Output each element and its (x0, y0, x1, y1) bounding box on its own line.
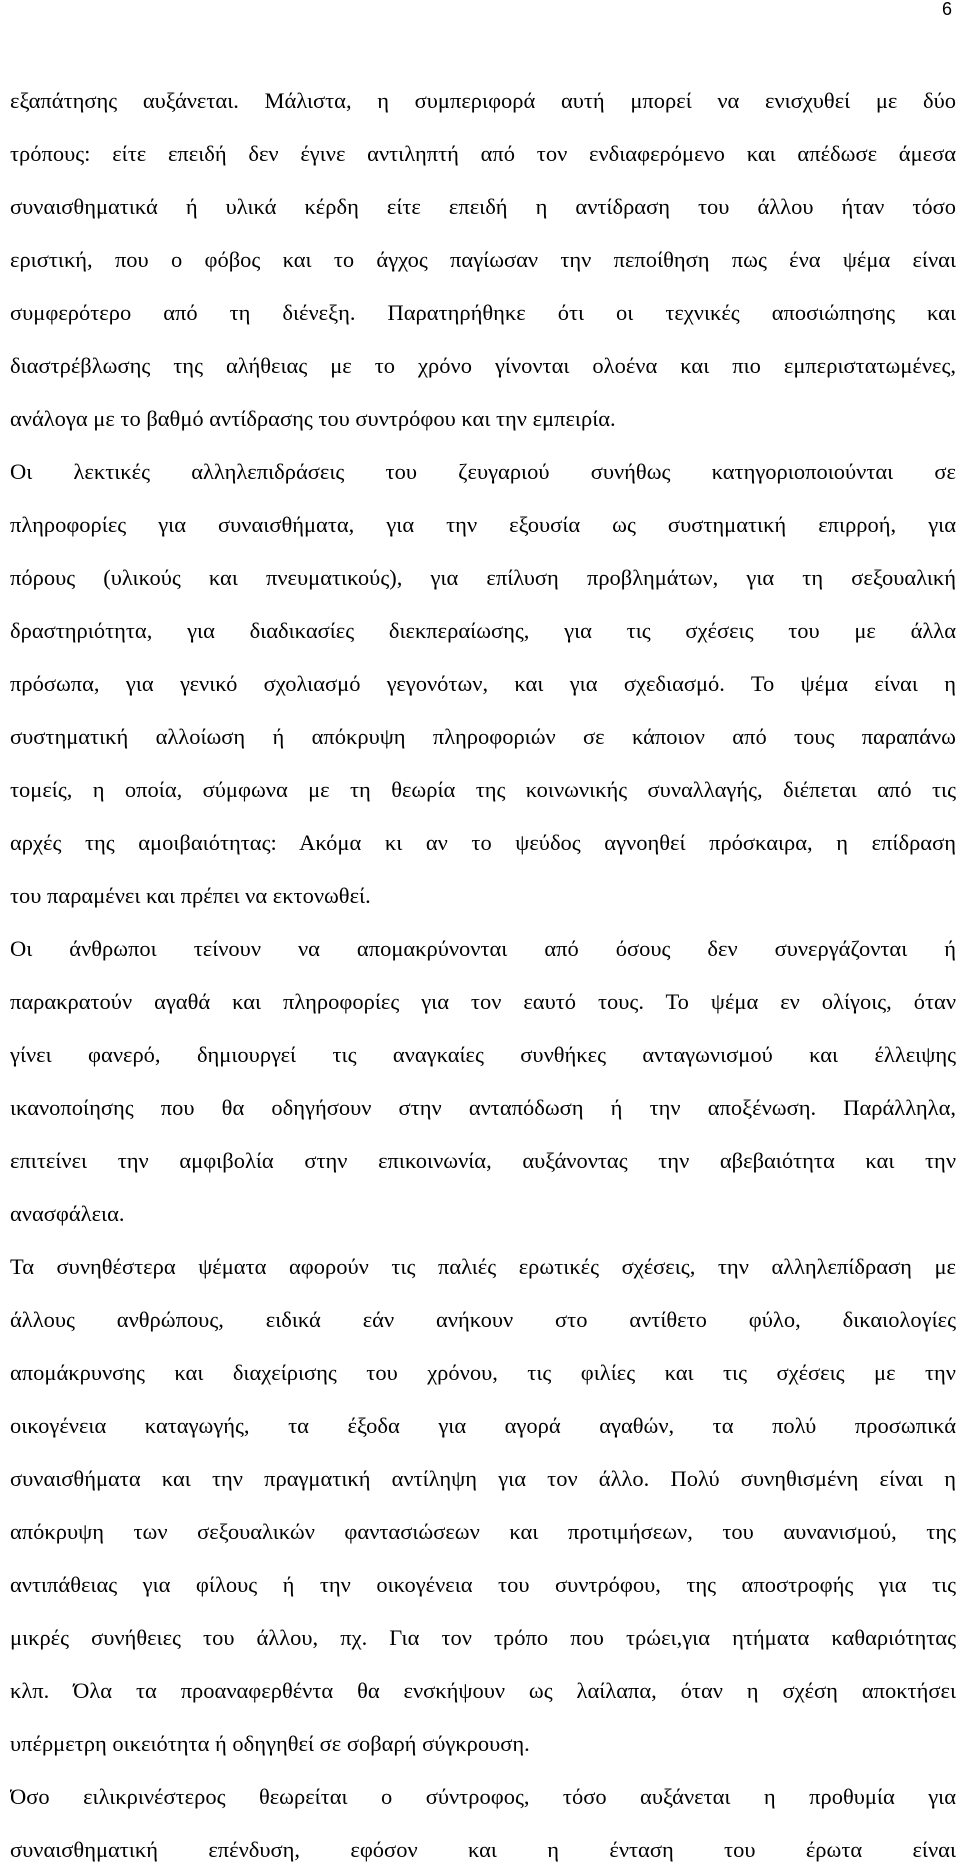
text-line: υπέρμετρη οικειότητα ή οδηγηθεί σε σοβαρή σύγκρουση. (10, 1731, 530, 1756)
text-line: Τα συνηθέστερα ψέματα αφορούν τις παλιές ερωτικές σχέσεις, την αλληλεπίδραση με (10, 1254, 956, 1279)
text-line: αρχές της αμοιβαιότητας: Ακόμα κι αν το ψεύδος αγνοηθεί πρόσκαιρα, η επίδραση (10, 830, 956, 855)
text-line: δραστηριότητα, για διαδικασίες διεκπεραίωσης, για τις σχέσεις του με άλλα (10, 618, 956, 643)
text-line: μικρές συνήθειες του άλλου, πχ. Για τον τρόπο που τρώει,για ητήματα καθαριότητας (10, 1625, 956, 1650)
text-line: διαστρέβλωσης της αλήθειας με το χρόνο γίνονται ολοένα και πιο εμπεριστατωμένες, (10, 353, 956, 378)
text-line: τομείς, η οποία, σύμφωνα με τη θεωρία της κοινωνικής συναλλαγής, διέπεται από τις (10, 777, 956, 802)
text-line: Οι λεκτικές αλληλεπιδράσεις του ζευγαριού συνήθως κατηγοριοποιούνται σε (10, 459, 956, 484)
text-line: επιτείνει την αμφιβολία στην επικοινωνία, αυξάνοντας την αβεβαιότητα και την (10, 1148, 956, 1173)
text-line: παρακρατούν αγαθά και πληροφορίες για τον εαυτό τους. Το ψέμα εν ολίγοις, όταν (10, 989, 956, 1014)
text-line: γίνει φανερό, δημιουργεί τις αναγκαίες συνθήκες ανταγωνισμού και έλλειψης (10, 1042, 956, 1067)
text-line: κλπ. Όλα τα προαναφερθέντα θα ενσκήψουν ως λαίλαπα, όταν η σχέση αποκτήσει (10, 1678, 956, 1703)
text-line: ικανοποίησης που θα οδηγήσουν στην ανταπόδωση ή την αποξένωση. Παράλληλα, (10, 1095, 956, 1120)
text-line: συστηματική αλλοίωση ή απόκρυψη πληροφοριών σε κάποιον από τους παραπάνω (10, 724, 956, 749)
text-line: του παραμένει και πρέπει να εκτονωθεί. (10, 883, 371, 908)
text-line: απόκρυψη των σεξουαλικών φαντασιώσεων και προτιμήσεων, του αυνανισμού, της (10, 1519, 956, 1544)
text-line: τρόπους: είτε επειδή δεν έγινε αντιληπτή από τον ενδιαφερόμενο και απέδωσε άμεσα (10, 141, 956, 166)
page-number: 6 (941, 0, 952, 19)
text-line: συναισθηματικά ή υλικά κέρδη είτε επειδή η αντίδραση του άλλου ήταν τόσο (10, 194, 956, 219)
text-line: αντιπάθειας για φίλους ή την οικογένεια του συντρόφου, της αποστροφής για τις (10, 1572, 956, 1597)
text-line: συναισθηματική επένδυση, εφόσον και η ένταση του έρωτα είναι (10, 1837, 956, 1862)
text-line: εριστική, που ο φόβος και το άγχος παγίωσαν την πεποίθηση πως ένα ψέμα είναι (10, 247, 956, 272)
text-line: άλλους ανθρώπους, ειδικά εάν ανήκουν στο αντίθετο φύλο, δικαιολογίες (10, 1307, 956, 1332)
text-line: ανασφάλεια. (10, 1201, 125, 1226)
text-line: ανάλογα με το βαθμό αντίδρασης του συντρόφου και την εμπειρία. (10, 406, 616, 431)
text-line: πληροφορίες για συναισθήματα, για την εξουσία ως συστηματική επιρροή, για (10, 512, 956, 537)
text-line: συμφερότερο από τη διένεξη. Παρατηρήθηκε ότι οι τεχνικές αποσιώπησης και (10, 300, 956, 325)
document-body (10, 74, 956, 1876)
text-line: εξαπάτησης αυξάνεται. Μάλιστα, η συμπεριφορά αυτή μπορεί να ενισχυθεί με δύο (10, 88, 956, 113)
text-line: Οι άνθρωποι τείνουν να απομακρύνονται από όσους δεν συνεργάζονται ή (10, 936, 956, 961)
text-line: Όσο ειλικρινέστερος θεωρείται ο σύντροφος, τόσο αυξάνεται η προθυμία για (10, 1784, 956, 1809)
text-line: οικογένεια καταγωγής, τα έξοδα για αγορά αγαθών, τα πολύ προσωπικά (10, 1413, 956, 1438)
text-line: συναισθήματα και την πραγματική αντίληψη για τον άλλο. Πολύ συνηθισμένη είναι η (10, 1466, 956, 1491)
text-line: πόρους (υλικούς και πνευματικούς), για επίλυση προβλημάτων, για τη σεξουαλική (10, 565, 956, 590)
text-line: απομάκρυνσης και διαχείρισης του χρόνου, τις φιλίες και τις σχέσεις με την (10, 1360, 956, 1385)
text-line: πρόσωπα, για γενικό σχολιασμό γεγονότων, και για σχεδιασμό. Το ψέμα είναι η (10, 671, 956, 696)
